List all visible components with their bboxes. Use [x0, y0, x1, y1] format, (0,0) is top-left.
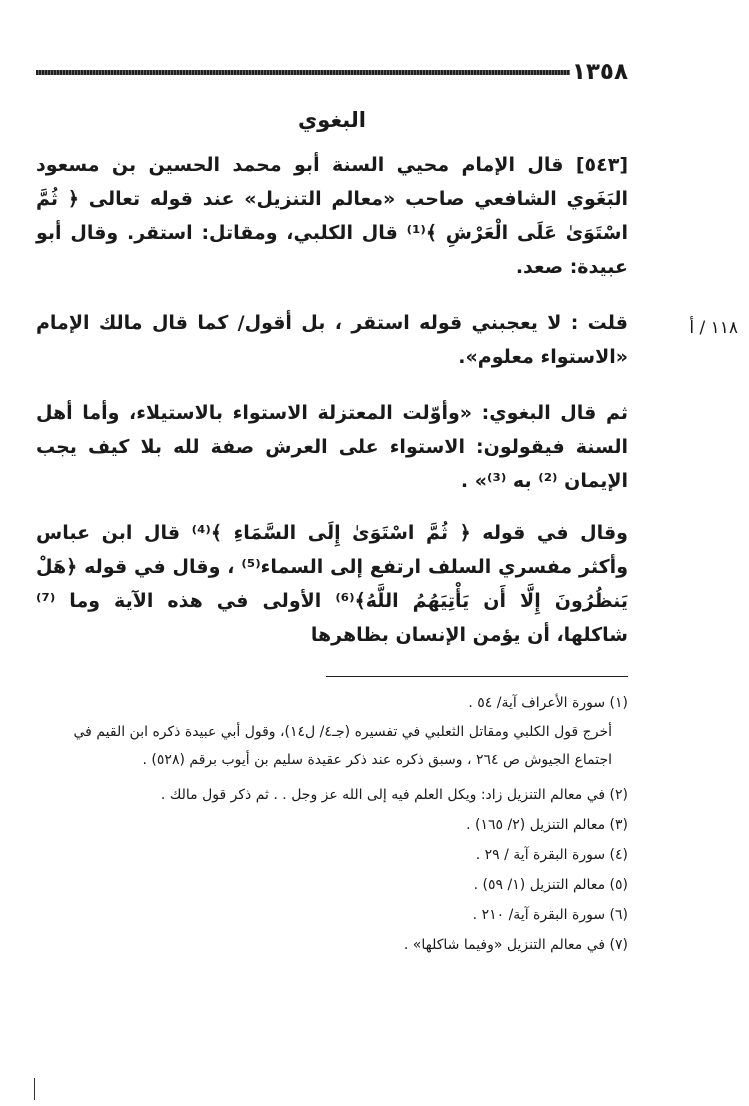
footnote-7: (٧) في معالم التنزيل «وفيما شاكلها» . — [403, 937, 628, 953]
footnote-2: (٢) في معالم التنزيل زاد: ويكل العلم فيه إلى الله عز وجل . . ثم ذكر قول مالك . — [160, 787, 628, 803]
manuscript-folio-note: ١١٨ / أ — [689, 318, 738, 338]
footnote-3: (٣) معالم التنزيل (٢/ ١٦٥) . — [466, 817, 628, 833]
header-rule — [36, 70, 570, 75]
paragraph-2: قلت : لا يعجبني قوله استقر ، بل أقول/ كما قال مالك الإمام «الاستواء معلوم». — [36, 312, 628, 368]
footnote-divider — [326, 676, 628, 677]
paragraph-1: [٥٤٣] قال الإمام محيي السنة أبو محمد الحسين بن مسعود البَغَوي الشافعي صاحب «معالم التنزيل» عند قوله تعالى ﴿ ثُمَّ اسْتَوَىٰ عَلَى الْعَرْشِ ﴾⁽¹⁾ قال الكلبي، ومقاتل: استقر. وقال أبو عبيدة: صعد. — [36, 154, 628, 278]
page-number: ١٣٥٨ — [571, 59, 628, 85]
footnote-1-continuation: أخرج قول الكلبي ومقاتل الثعلبي في تفسيره (جـ٤/ ل١٤)، وقول أبي عبيدة ذكره ابن القيم في اجتماع الجيوش ص ٢٦٤ ، وسبق ذكره عند ذكر عقيدة سليم بن أيوب برقم (٥٢٨) . — [73, 724, 612, 768]
section-title: البغوي — [298, 108, 366, 132]
running-header — [36, 58, 628, 86]
main-text — [36, 148, 628, 674]
footnote-1: (١) سورة الأعراف آية/ ٥٤ . — [468, 695, 628, 711]
paragraph-4: وقال في قوله ﴿ ثُمَّ اسْتَوَىٰ إِلَى السَّمَاءِ ﴾⁽⁴⁾ قال ابن عباس وأكثر مفسري السلف ارتفع إلى السماء⁽⁵⁾ ، وقال في قوله ﴿هَلْ يَنظُرُونَ إِلَّا أَن يَأْتِيَهُمُ اللَّهُ﴾⁽⁶⁾ الأولى في هذه الآية وما ⁽⁷⁾ شاكلها، أن يؤمن الإنسان بظاهرها — [36, 522, 628, 646]
page-edge-mark — [34, 1078, 35, 1100]
footnotes — [36, 688, 628, 960]
footnote-6: (٦) سورة البقرة آية/ ٢١٠ . — [472, 907, 628, 923]
footnote-4: (٤) سورة البقرة آية / ٢٩ . — [475, 847, 628, 863]
footnote-5: (٥) معالم التنزيل (١/ ٥٩) . — [473, 877, 628, 893]
paragraph-3: ثم قال البغوي: «وأوّلت المعتزلة الاستواء بالاستيلاء، وأما أهل السنة فيقولون: الاستواء على العرش صفة لله بلا كيف يجب الإيمان ⁽²⁾ به ⁽³⁾» . — [36, 402, 628, 492]
